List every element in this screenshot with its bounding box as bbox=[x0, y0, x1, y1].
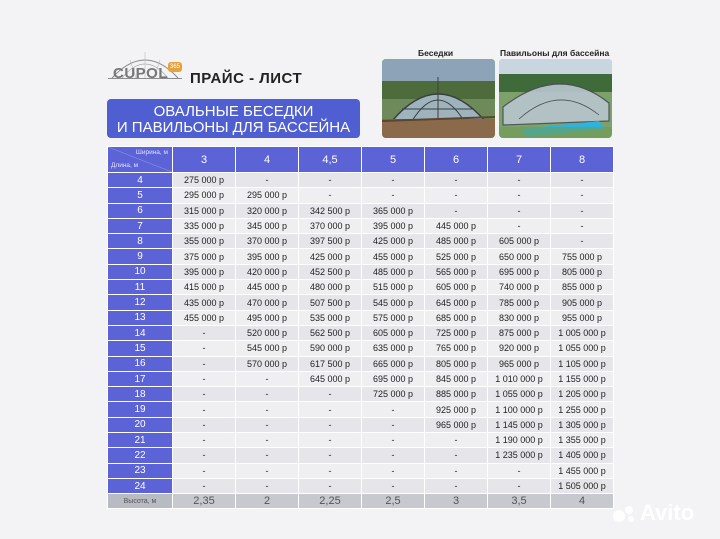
price-cell: - bbox=[362, 188, 425, 203]
page-title: ПРАЙС - ЛИСТ bbox=[190, 70, 303, 87]
width-header-row bbox=[108, 147, 614, 173]
price-cell: 395 000 р bbox=[362, 218, 425, 233]
price-cell: 295 000 р bbox=[236, 188, 299, 203]
price-cell: 395 000 р bbox=[173, 264, 236, 279]
price-cell: 740 000 р bbox=[488, 280, 551, 295]
table-row bbox=[108, 280, 614, 295]
table-row bbox=[108, 234, 614, 249]
height-label: Высота, м bbox=[108, 494, 173, 509]
length-cell: 20 bbox=[108, 417, 173, 432]
length-cell: 23 bbox=[108, 463, 173, 478]
length-cell: 8 bbox=[108, 234, 173, 249]
price-cell: - bbox=[173, 341, 236, 356]
price-cell: - bbox=[236, 463, 299, 478]
price-cell: - bbox=[551, 203, 614, 218]
price-cell: - bbox=[299, 478, 362, 493]
table-row bbox=[108, 295, 614, 310]
length-cell: 24 bbox=[108, 478, 173, 493]
pool-pavilion-photo bbox=[499, 59, 612, 138]
price-cell: 445 000 р bbox=[236, 280, 299, 295]
price-cell: - bbox=[173, 417, 236, 432]
length-cell: 5 bbox=[108, 188, 173, 203]
table-row bbox=[108, 371, 614, 386]
price-cell: - bbox=[488, 463, 551, 478]
table-row bbox=[108, 264, 614, 279]
table-row bbox=[108, 203, 614, 218]
height-value: 2,35 bbox=[173, 494, 236, 509]
length-cell: 12 bbox=[108, 295, 173, 310]
price-cell: 830 000 р bbox=[488, 310, 551, 325]
height-value: 4 bbox=[551, 494, 614, 509]
length-cell: 17 bbox=[108, 371, 173, 386]
price-cell: - bbox=[173, 356, 236, 371]
width-header: 3 bbox=[173, 147, 236, 173]
price-cell: - bbox=[173, 325, 236, 340]
price-cell: - bbox=[236, 387, 299, 402]
width-header: 5 bbox=[362, 147, 425, 173]
length-cell: 13 bbox=[108, 310, 173, 325]
price-cell: 685 000 р bbox=[425, 310, 488, 325]
price-cell: - bbox=[299, 188, 362, 203]
price-cell: 875 000 р bbox=[488, 325, 551, 340]
price-cell: - bbox=[551, 234, 614, 249]
price-cell: 370 000 р bbox=[299, 218, 362, 233]
price-cell: 470 000 р bbox=[236, 295, 299, 310]
price-cell: 495 000 р bbox=[236, 310, 299, 325]
banner-line-1: ОВАЛЬНЫЕ БЕСЕДКИ bbox=[153, 103, 314, 120]
price-cell: - bbox=[236, 173, 299, 188]
price-cell: - bbox=[362, 478, 425, 493]
price-cell: 452 500 р bbox=[299, 264, 362, 279]
price-cell: 1 305 000 р bbox=[551, 417, 614, 432]
avito-watermark: Avito bbox=[640, 500, 695, 525]
gazebo-photo bbox=[382, 59, 495, 138]
price-cell: - bbox=[173, 448, 236, 463]
price-cell: 805 000 р bbox=[425, 356, 488, 371]
width-header: 6 bbox=[425, 147, 488, 173]
price-cell: 425 000 р bbox=[362, 234, 425, 249]
price-cell: 1 455 000 р bbox=[551, 463, 614, 478]
price-cell: 785 000 р bbox=[488, 295, 551, 310]
price-cell: 315 000 р bbox=[173, 203, 236, 218]
price-cell: 965 000 р bbox=[488, 356, 551, 371]
price-cell: 275 000 р bbox=[173, 173, 236, 188]
price-cell: - bbox=[425, 433, 488, 448]
price-cell: 695 000 р bbox=[362, 371, 425, 386]
price-cell: - bbox=[488, 218, 551, 233]
width-label: Ширина, м bbox=[135, 149, 168, 156]
table-row bbox=[108, 417, 614, 432]
price-cell: - bbox=[362, 448, 425, 463]
length-cell: 10 bbox=[108, 264, 173, 279]
width-header: 7 bbox=[488, 147, 551, 173]
price-cell: - bbox=[488, 203, 551, 218]
table-row bbox=[108, 356, 614, 371]
length-cell: 9 bbox=[108, 249, 173, 264]
length-cell: 11 bbox=[108, 280, 173, 295]
price-cell: - bbox=[362, 433, 425, 448]
price-cell: 520 000 р bbox=[236, 325, 299, 340]
table-row bbox=[108, 249, 614, 264]
avito-logo-icon bbox=[612, 504, 638, 524]
price-cell: 1 155 000 р bbox=[551, 371, 614, 386]
height-value: 2 bbox=[236, 494, 299, 509]
price-cell: 320 000 р bbox=[236, 203, 299, 218]
price-cell: 1 105 000 р bbox=[551, 356, 614, 371]
price-cell: 695 000 р bbox=[488, 264, 551, 279]
price-cell: 755 000 р bbox=[551, 249, 614, 264]
price-cell: - bbox=[173, 478, 236, 493]
price-cell: - bbox=[362, 402, 425, 417]
price-cell: 1 100 000 р bbox=[488, 402, 551, 417]
price-cell: - bbox=[173, 402, 236, 417]
length-cell: 21 bbox=[108, 433, 173, 448]
length-cell: 15 bbox=[108, 341, 173, 356]
price-cell: 1 355 000 р bbox=[551, 433, 614, 448]
price-cell: 955 000 р bbox=[551, 310, 614, 325]
price-cell: 1 235 000 р bbox=[488, 448, 551, 463]
width-header: 4 bbox=[236, 147, 299, 173]
length-cell: 16 bbox=[108, 356, 173, 371]
axis-corner-cell bbox=[108, 147, 173, 173]
price-cell: 617 500 р bbox=[299, 356, 362, 371]
price-cell: 515 000 р bbox=[362, 280, 425, 295]
price-cell: - bbox=[362, 417, 425, 432]
banner-line-2: И ПАВИЛЬОНЫ ДЛЯ БАССЕЙНА bbox=[116, 119, 351, 136]
price-table bbox=[107, 146, 614, 509]
price-cell: - bbox=[425, 463, 488, 478]
width-header: 8 bbox=[551, 147, 614, 173]
price-cell: - bbox=[299, 402, 362, 417]
price-cell: 645 000 р bbox=[299, 371, 362, 386]
price-cell: 535 000 р bbox=[299, 310, 362, 325]
price-cell: 885 000 р bbox=[425, 387, 488, 402]
table-row bbox=[108, 173, 614, 188]
price-cell: 355 000 р bbox=[173, 234, 236, 249]
table-row bbox=[108, 218, 614, 233]
price-cell: - bbox=[362, 463, 425, 478]
price-cell: 1 145 000 р bbox=[488, 417, 551, 432]
price-cell: 1 005 000 р bbox=[551, 325, 614, 340]
price-cell: 335 000 р bbox=[173, 218, 236, 233]
height-row bbox=[108, 494, 614, 509]
price-cell: 855 000 р bbox=[551, 280, 614, 295]
price-cell: 507 500 р bbox=[299, 295, 362, 310]
price-cell: - bbox=[299, 387, 362, 402]
price-cell: 1 055 000 р bbox=[488, 387, 551, 402]
price-cell: - bbox=[299, 448, 362, 463]
price-cell: 435 000 р bbox=[173, 295, 236, 310]
price-cell: 645 000 р bbox=[425, 295, 488, 310]
price-cell: 525 000 р bbox=[425, 249, 488, 264]
price-cell: - bbox=[173, 371, 236, 386]
price-cell: 345 000 р bbox=[236, 218, 299, 233]
price-cell: 445 000 р bbox=[425, 218, 488, 233]
price-cell: 1 010 000 р bbox=[488, 371, 551, 386]
price-cell: 415 000 р bbox=[173, 280, 236, 295]
price-cell: 605 000 р bbox=[362, 325, 425, 340]
price-cell: 920 000 р bbox=[488, 341, 551, 356]
price-cell: 665 000 р bbox=[362, 356, 425, 371]
height-value: 2,25 bbox=[299, 494, 362, 509]
price-cell: 605 000 р bbox=[488, 234, 551, 249]
price-cell: 925 000 р bbox=[425, 402, 488, 417]
table-row bbox=[108, 448, 614, 463]
logo-text: CUPOL bbox=[113, 65, 168, 82]
price-cell: 545 000 р bbox=[362, 295, 425, 310]
price-cell: - bbox=[551, 218, 614, 233]
table-row bbox=[108, 341, 614, 356]
price-cell: 365 000 р bbox=[362, 203, 425, 218]
title-banner bbox=[107, 99, 360, 138]
photo-caption-gazebo: Беседки bbox=[418, 48, 454, 58]
price-cell: 575 000 р bbox=[362, 310, 425, 325]
price-cell: 635 000 р bbox=[362, 341, 425, 356]
price-cell: 1 255 000 р bbox=[551, 402, 614, 417]
price-cell: 905 000 р bbox=[551, 295, 614, 310]
price-cell: - bbox=[425, 478, 488, 493]
price-cell: 805 000 р bbox=[551, 264, 614, 279]
price-cell: - bbox=[299, 463, 362, 478]
price-cell: 965 000 р bbox=[425, 417, 488, 432]
table-row bbox=[108, 188, 614, 203]
price-cell: 480 000 р bbox=[299, 280, 362, 295]
price-cell: 570 000 р bbox=[236, 356, 299, 371]
price-cell: 455 000 р bbox=[362, 249, 425, 264]
price-cell: - bbox=[425, 188, 488, 203]
length-cell: 22 bbox=[108, 448, 173, 463]
length-cell: 4 bbox=[108, 173, 173, 188]
price-cell: 725 000 р bbox=[362, 387, 425, 402]
price-cell: - bbox=[425, 203, 488, 218]
price-cell: - bbox=[236, 478, 299, 493]
price-cell: 455 000 р bbox=[173, 310, 236, 325]
price-cell: 425 000 р bbox=[299, 249, 362, 264]
price-cell: 765 000 р bbox=[425, 341, 488, 356]
price-cell: - bbox=[236, 433, 299, 448]
width-header: 4,5 bbox=[299, 147, 362, 173]
price-cell: - bbox=[488, 173, 551, 188]
photo-caption-pavilion: Павильоны для бассейна bbox=[500, 48, 610, 58]
price-cell: 375 000 р bbox=[173, 249, 236, 264]
length-cell: 18 bbox=[108, 387, 173, 402]
price-cell: 845 000 р bbox=[425, 371, 488, 386]
price-cell: - bbox=[425, 448, 488, 463]
height-value: 3 bbox=[425, 494, 488, 509]
height-value: 3,5 bbox=[488, 494, 551, 509]
price-cell: - bbox=[362, 173, 425, 188]
price-cell: 565 000 р bbox=[425, 264, 488, 279]
length-cell: 19 bbox=[108, 402, 173, 417]
price-cell: 590 000 р bbox=[299, 341, 362, 356]
price-cell: 342 500 р bbox=[299, 203, 362, 218]
price-cell: - bbox=[488, 188, 551, 203]
table-row bbox=[108, 433, 614, 448]
price-cell: 1 190 000 р bbox=[488, 433, 551, 448]
price-cell: 545 000 р bbox=[236, 341, 299, 356]
price-cell: - bbox=[173, 433, 236, 448]
price-cell: - bbox=[551, 188, 614, 203]
price-cell: 370 000 р bbox=[236, 234, 299, 249]
price-cell: - bbox=[299, 433, 362, 448]
length-cell: 6 bbox=[108, 203, 173, 218]
price-cell: 562 500 р bbox=[299, 325, 362, 340]
price-cell: 397 500 р bbox=[299, 234, 362, 249]
price-cell: 485 000 р bbox=[425, 234, 488, 249]
price-cell: 485 000 р bbox=[362, 264, 425, 279]
price-cell: 1 505 000 р bbox=[551, 478, 614, 493]
table-row bbox=[108, 478, 614, 493]
height-value: 2,5 bbox=[362, 494, 425, 509]
price-cell: 725 000 р bbox=[425, 325, 488, 340]
price-cell: 395 000 р bbox=[236, 249, 299, 264]
price-cell: 650 000 р bbox=[488, 249, 551, 264]
table-row bbox=[108, 387, 614, 402]
price-cell: 605 000 р bbox=[425, 280, 488, 295]
table-row bbox=[108, 402, 614, 417]
table-row bbox=[108, 310, 614, 325]
price-cell: - bbox=[425, 173, 488, 188]
price-cell: - bbox=[173, 463, 236, 478]
price-cell: - bbox=[236, 448, 299, 463]
price-cell: 1 205 000 р bbox=[551, 387, 614, 402]
price-cell: - bbox=[299, 173, 362, 188]
length-cell: 14 bbox=[108, 325, 173, 340]
price-cell: - bbox=[236, 417, 299, 432]
price-cell: - bbox=[236, 371, 299, 386]
price-cell: - bbox=[551, 173, 614, 188]
length-label: Длина, м bbox=[111, 162, 139, 169]
length-cell: 7 bbox=[108, 218, 173, 233]
table-row bbox=[108, 325, 614, 340]
price-cell: - bbox=[488, 478, 551, 493]
price-cell: 420 000 р bbox=[236, 264, 299, 279]
table-row bbox=[108, 463, 614, 478]
price-cell: 1 055 000 р bbox=[551, 341, 614, 356]
price-cell: - bbox=[173, 387, 236, 402]
price-cell: - bbox=[236, 402, 299, 417]
logo-badge: 365 bbox=[169, 64, 180, 70]
price-cell: 1 405 000 р bbox=[551, 448, 614, 463]
price-cell: - bbox=[299, 417, 362, 432]
price-cell: 295 000 р bbox=[173, 188, 236, 203]
